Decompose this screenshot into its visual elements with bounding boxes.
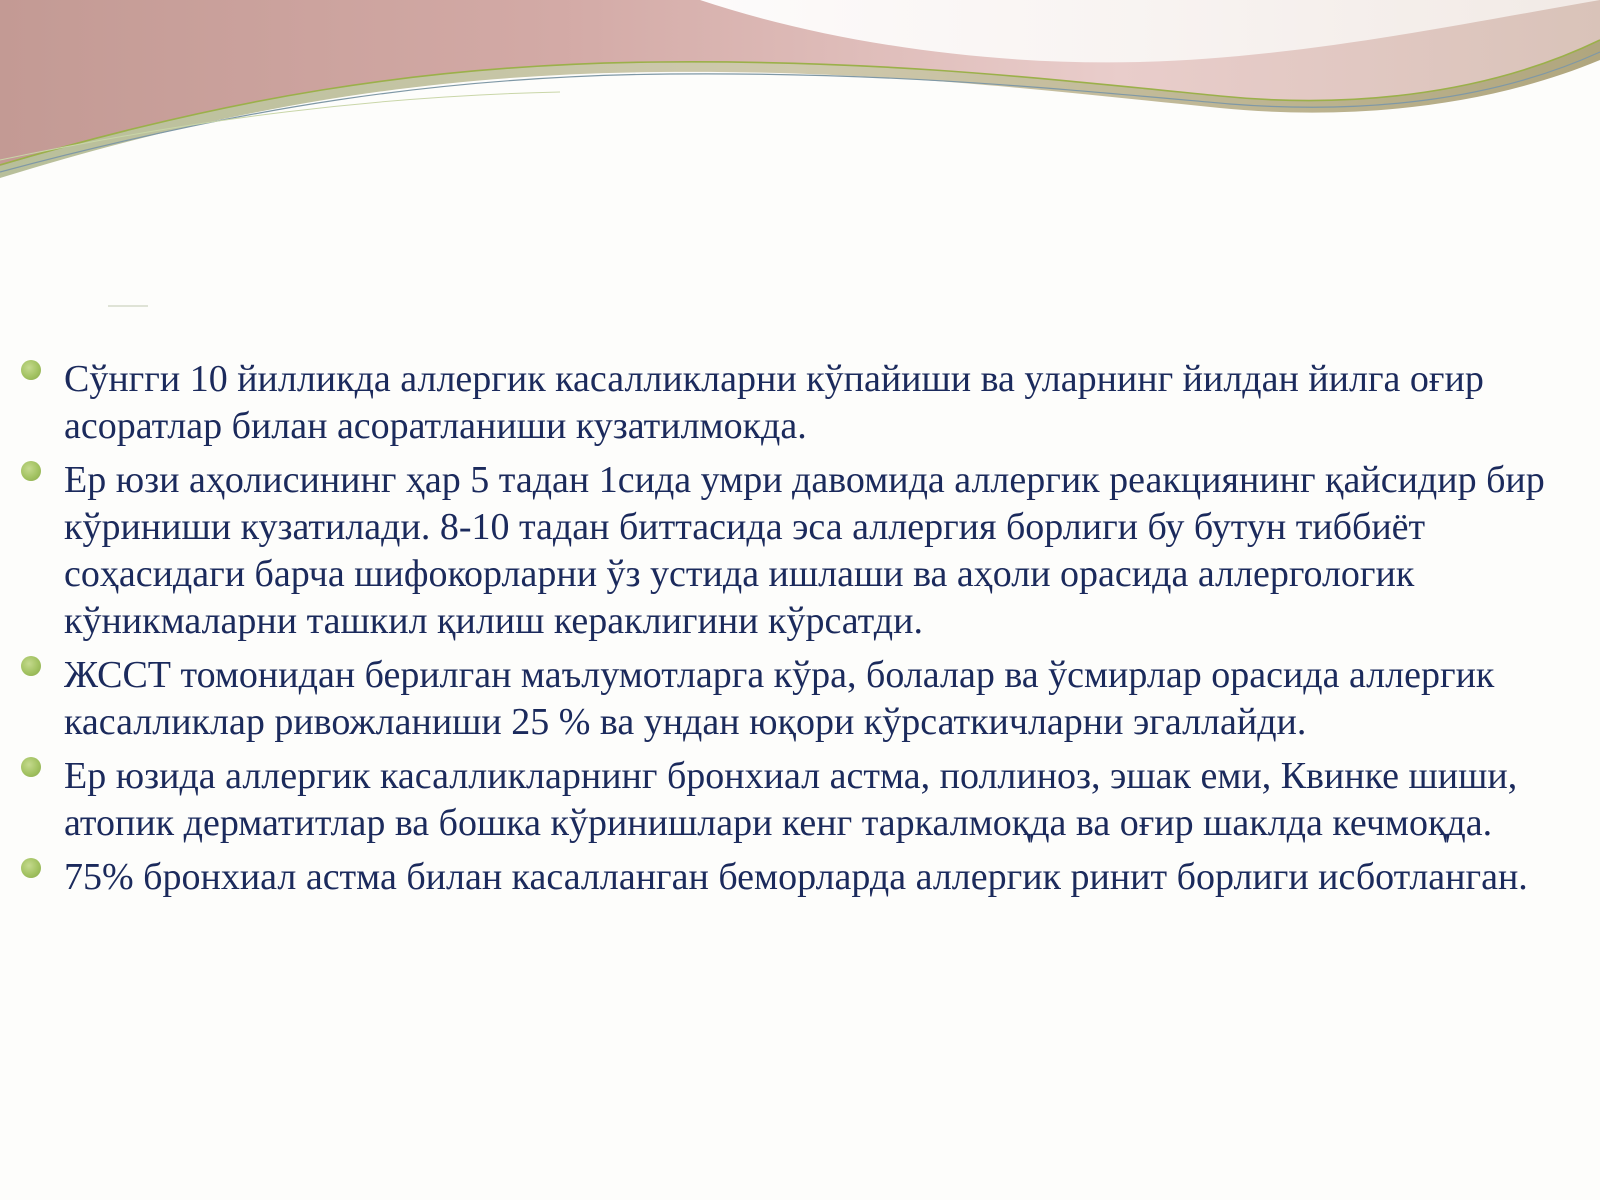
bullet-text: Сўнгги 10 йилликда аллергик касалликларни кўпайиши ва уларнинг йилдан йилга оғир асоратлар билан асоратланиши кузатилмокда. [64, 358, 1484, 447]
bullet-item [0, 652, 1600, 746]
bullet-text: 75% бронхиал астма билан касалланган беморларда аллергик ринит борлиги исботланган. [64, 856, 1528, 898]
bullet-list [0, 356, 1600, 908]
bullet-item [0, 753, 1600, 847]
header-wave-decoration [0, 0, 1600, 200]
bullet-dot-icon [21, 757, 41, 777]
bullet-text: Ер юзида аллергик касалликларнинг бронхиал астма, поллиноз, эшак еми, Квинке шиши, атопик дерматитлар ва бошка кўринишлари кенг таркалмоқда ва оғир шаклда кечмоқда. [64, 755, 1518, 844]
bullet-text: ЖССТ томонидан берилган маълумотларга кўра, болалар ва ўсмирлар орасида аллергик касалликлар ривожланиши 25 % ва ундан юқори кўрсаткичларни эгаллайди. [64, 654, 1495, 743]
bullet-dot-icon [21, 656, 41, 676]
bullet-dot-icon [21, 858, 41, 878]
bullet-dot-icon [21, 461, 41, 481]
bullet-item [0, 854, 1600, 901]
bullet-item [0, 457, 1600, 645]
bullet-text: Ер юзи аҳолисининг ҳар 5 тадан 1сида умри давомида аллергик реакциянинг қайсидир бир кўриниши кузатилади. 8-10 тадан биттасида эса аллергия борлиги бу бутун тиббиёт соҳасидаги барча шифокорларни ўз устида ишлаши ва аҳоли орасида аллергологик кўникмаларни ташкил қилиш кераклигини кўрсатди. [64, 459, 1545, 642]
bullet-item [0, 356, 1600, 450]
bullet-dot-icon [21, 360, 41, 380]
title-placeholder-line [108, 305, 148, 307]
